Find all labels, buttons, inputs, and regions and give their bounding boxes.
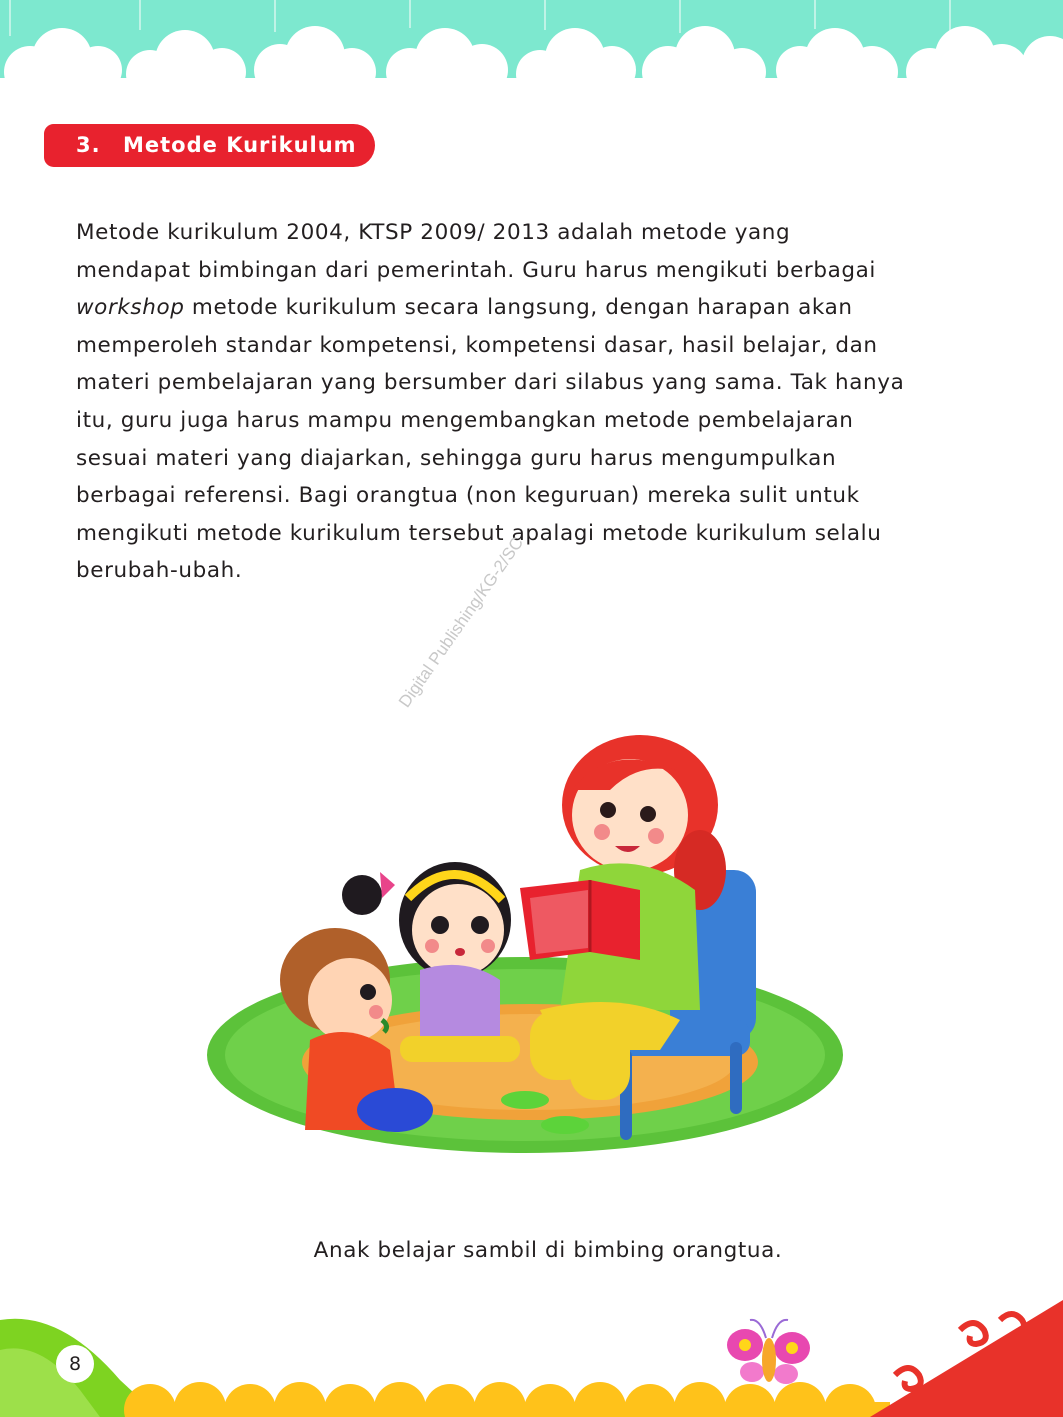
paragraph-line-rest: metode kurikulum secara langsung, dengan harapan akan: [191, 295, 853, 321]
paragraph-line: memperoleh standar kompetensi, kompetensi dasar, hasil belajar, dan: [76, 332, 878, 358]
paragraph-line: sesuai materi yang diajarkan, sehingga guru harus mengumpulkan: [76, 445, 837, 471]
paragraph-line: itu, guru juga harus mampu mengembangkan metode pembelajaran: [76, 407, 854, 433]
reading-illustration: [200, 720, 850, 1160]
italic-term: workshop: [76, 295, 185, 321]
paragraph-line: materi pembelajaran yang bersumber dari silabus yang sama. Tak hanya: [76, 370, 905, 396]
top-cloud-banner: [0, 0, 1063, 120]
paragraph-line: berbagai referensi. Bagi orangtua (non keguruan) mereka sulit untuk: [76, 483, 860, 509]
section-title: Metode Kurikulum: [123, 133, 357, 157]
butterfly-icon: [727, 1320, 810, 1384]
paragraph-line: mendapat bimbingan dari pemerintah. Guru harus mengikuti berbagai: [76, 257, 876, 283]
section-heading: [44, 124, 375, 167]
page-number: 8: [56, 1345, 94, 1383]
paragraph-line: berubah-ubah.: [76, 558, 243, 584]
paragraph-line: [76, 289, 996, 327]
bottom-decoration: [0, 1290, 1063, 1417]
body-paragraph: [76, 214, 996, 590]
paragraph-line: mengikuti metode kurikulum tersebut apalagi metode kurikulum selalu: [76, 520, 882, 546]
illustration-caption: Anak belajar sambil di bimbing orangtua.: [313, 1238, 783, 1263]
section-number: 3.: [76, 133, 101, 157]
watermark-text: Digital Publishing/KG-2/SC: [395, 533, 528, 711]
paragraph-line: Metode kurikulum 2004, KTSP 2009/ 2013 adalah metode yang: [76, 220, 791, 245]
